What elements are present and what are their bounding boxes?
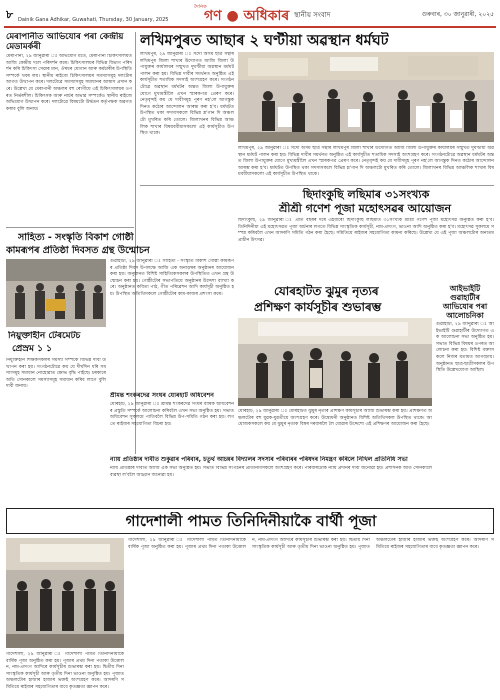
- article-ganesh-body: ছিদাংকুছি, ২৯ জানুৱাৰী ঃ প্ৰতি বছৰৰ দৰে এইবাৰো ছিদাংকুছি লছিমাত ৩১সংখ্যক শ্ৰীশ্ৰী গণেশ পূজা মহোৎসৱ অনুষ্ঠিত কৰা হ'ব। তিনিদিনীয়া এই মহোৎসৱত পূজা অৰ্চনাৰ লগতে বিভিন্ন সাংস্কৃতিক কাৰ্যসূচী, নাম-প্ৰসংগ, ভাওনা আদি অনুষ্ঠিত কৰা হ'ব। মহোৎসৱ সুকলমে সম্পন্ন কৰিবলৈ এখন আদৰণি সমিতি গঠন কৰা হৈছে। সমিতিয়ে ৰাইজৰ সহযোগিতা কামনা কৰিছে। উল্লেখ্য যে এই পূজা অঞ্চলটোৰ অন্যতম প্ৰাচীন উৎসৱ।: [238, 218, 494, 243]
- article-conference-body: যোৰহাট, ২৯ জানুৱাৰী ঃ শ্ৰীমন্ত শংকৰদেৱ সংঘৰ বাৰ্ষিক অধিবেশনৰ প্ৰস্তুতি সম্পৰ্কে আলোচনা কৰিবলৈ এখন সভা অনুষ্ঠিত হয়। সভাত অধিবেশন সুকলমে পাতিবলৈ বিভিন্ন উপ-সমিতি গঠন কৰা হয়। লগতে ৰাইজৰ সহযোগিতা বিচৰা হয়।: [110, 402, 234, 427]
- jhumur-photo-image: [238, 318, 432, 406]
- article-lead-continued: লখিমপুৰ, ২৯ জানুৱাৰী ঃ সদৌ অসম ছাত্ৰ সন্থাৰ লখিমপুৰ জিলা শাখাৰ উদ্যোগত আজি জিলা উপায়ুক্তৰ কাৰ্যালয়ৰ সন্মুখত দুঘণ্টীয়া অৱস্থান ধৰ্মঘট পালন কৰা হয়। বিভিন্ন দাবীৰ সমৰ্থনত অনুষ্ঠিত এই কাৰ্যসূচীত শতাধিক সদস্যই অংশগ্ৰহণ কৰে। সংগঠনটোৱে অৱস্থান ধৰ্মঘটৰ অন্তত জিলা উপায়ুক্তৰ যোগে মুখ্যমন্ত্ৰীলৈ এখন স্মাৰকপত্ৰ প্ৰেৰণ কৰে। নেতৃবৃন্দই কয় যে দাবীসমূহ পূৰণ নহ'লে আগন্তুক দিনত কঠোৰ আন্দোলন আৰম্ভ কৰা হ'ব। ধৰ্মঘটত উপস্থিত থকা সদস্যসকলে বিভিন্ন শ্ল'গান দি অঞ্চলটো মুখৰিত কৰি তোলে। জিলাখনৰ বিভিন্ন আঞ্চলিক শাখাৰ বিষয়ববীয়াসকলো এই কাৰ্যসূচীত উপস্থিত থাকে।: [238, 146, 494, 178]
- headline-jhumur-1: যোৰহাটত ঝুমুৰ নৃত্যৰ: [274, 284, 379, 298]
- divider: [6, 227, 134, 228]
- headline-ganesh-1: ছিদাংকুছি লছিমাৰ ৩১সংখ্যক: [302, 188, 430, 201]
- headline-sahitya-1: সাহিত্য - সংস্কৃতি বিকাশ গোষ্ঠী: [18, 232, 134, 243]
- protest-photo-image: [238, 52, 494, 142]
- book-release-photo-image: [6, 259, 106, 327]
- photo-book-release: [6, 259, 106, 327]
- photo-jhumur: [238, 318, 432, 406]
- headline-ganesh-2: শ্ৰীশ্ৰী গণেশ পূজা মহোৎসৱৰ আয়োজন: [278, 202, 452, 215]
- article-medical-body: মেৰাপানী, ২৯ জানুৱাৰী ঃ অভিযোগ মতে, মেৰাপানী চিকিৎসালয়ত আজি কেন্দ্ৰীয় দলে পৰিদৰ্শন কৰে। চিকিৎসালয়ৰ বিভিন্ন বিভাগ পৰিদৰ্শন কৰি চিকিৎসা সেৱাৰ মান, ঔষধৰ যোগান আৰু কৰ্মচাৰীৰ উপস্থিতি সম্পৰ্কে খবৰ লয়। স্থানীয় ৰাইজে চিকিৎসালয়ৰ সমস্যাসমূহ দলটোৰ আগত উত্থাপন কৰে। দলটোৱে সমস্যাসমূহ সমাধানৰ আশ্বাস প্ৰদান কৰে। উল্লেখ্য যে মেৰাপানী অঞ্চলৰ বহু ৰোগীয়ে এই চিকিৎসালয়ৰ ওপৰত নিৰ্ভৰশীল। চিকিৎসক আৰু নাৰ্চৰ অভাৱ সম্পৰ্কেও স্থানীয় ৰাইজে অভিযোগ উত্থাপন কৰে। দলটোৱে বিষয়টো উৰ্দ্ধতন কৰ্তৃপক্ষক অৱগত কৰাব বুলি জনায়।: [6, 54, 132, 112]
- section-label: স্থানীয় সংবাদ: [294, 11, 331, 19]
- article-sahitya-body: গুৱাহাটী, ২৯ জানুৱাৰী ঃ সাহিত্য - সংস্কৃতি বিকাশ গোষ্ঠী কামৰূপৰ প্ৰতিষ্ঠা দিবস উপলক্ষে আজি এক অনাড়ম্বৰ অনুষ্ঠানৰ আয়োজন কৰা হয়। অনুষ্ঠানত বিশিষ্ট সাহিত্যিকসকলৰ উপস্থিতিত এখন গ্ৰন্থ উন্মোচন কৰা হয়। গোষ্ঠীটোৰ সভাপতিয়ে অনুষ্ঠানৰ উদ্দেশ্য ব্যাখ্যা কৰে। অনুষ্ঠানত কবিতা পাঠ, গীত পৰিৱেশন আদি কাৰ্যসূচী অনুষ্ঠিত হয়। উপস্থিত অতিথিসকলে গোষ্ঠীটোৰ কাম-কাজৰ প্ৰশংসা কৰে।: [110, 259, 234, 297]
- article-niyaktahin-body: নিযুক্তিহীন শিক্ষকসকলৰ সমস্যা সম্পৰ্কে বিভিন্ন দাবী উত্থাপন কৰা হয়। সংগঠনটোৱে কয় যে দীৰ্ঘদিন ধৰি সমস্যাসমূহ সমাধান নোহোৱাত ক্ষোভ বৃদ্ধি পাইছে। চৰকাৰে অতি সোনকালে সমস্যাসমূহ সমাধান কৰিব লাগে বুলি দাবী জনায়।: [6, 358, 106, 390]
- article-ivd-body: গুৱাহাটী, ২৯ জানুৱাৰী ঃ আইভাইটি গুৱাহাটীৰ উদ্যোগত এক আলোচনা সভা অনুষ্ঠিত হয়। সভাত বিভিন্ন বিষয়ৰ ওপৰত আলোচনা কৰা হয়। বিশিষ্ট বক্তাসকলে নিজৰ মতামত আগবঢ়ায়। অনুষ্ঠানত ছাত্ৰ-ছাত্ৰীসকলৰ উপস্থিতি উল্লেখযোগ্য আছিল।: [436, 322, 494, 374]
- article-gadeshali-body: গাদেশালী, ২৯ জানুৱাৰী ঃ গাদেশালী পামত তিনিদিনীয়াকৈ বাৰ্ষিক পূজা অনুষ্ঠিত কৰা হয়। পূজাৰ প্ৰথম দিনা পতাকা উত্তোলন, নাম-প্ৰসংগ আদিৰে কাৰ্যসূচীৰ শুভাৰম্ভ কৰা হয়। দ্বিতীয় দিনা সাংস্কৃতিক কাৰ্যসূচী আৰু তৃতীয় দিনা ভাওনা অনুষ্ঠিত হয়। পূজাত অঞ্চলটোৰ হাজাৰ হাজাৰ ভক্তই অংশগ্ৰহণ কৰে। আদৰণি সমিতিয়ে ৰাইজৰ সহযোগিতাৰ বাবে কৃতজ্ঞতা জ্ঞাপন কৰে।: [128, 538, 494, 550]
- brand-prefix: দৈনিক: [194, 4, 207, 10]
- article-nyay-body: ন্যায় প্ৰতিষ্ঠাৰ দাবীত আজি এক সভা অনুষ্ঠিত হয়। সভাত বিভিন্ন সংগঠনৰ প্ৰতিনিধিসকলে অংশগ্ৰহণ কৰে। পৰিবাৰটোক ন্যায় প্ৰদানৰ দাবী জনোৱা হয়। প্ৰশাসনক অতি সোনকালে ব্যৱস্থা ল'বলৈ আহ্বান জনোৱা হয়।: [110, 466, 432, 478]
- headline-ivd: আইভাইটি গুৱাহাটীৰ আভিযোৰ পৰা আলোচনিকা: [442, 284, 488, 320]
- headline-niyaktahin-2: প্ৰেস্ৰম ১ ১: [12, 344, 52, 354]
- masthead: [4, 4, 496, 28]
- headline-sahitya-2: কামৰূপৰ প্ৰতিষ্ঠা দিবসত গ্ৰন্থ উন্মোচন: [6, 245, 150, 256]
- page-number: ৮: [6, 8, 14, 21]
- headline-conference: শ্ৰীমন্ত শংকৰদেৱ সংঘৰ যোৰহাট অধিবেশন: [110, 392, 214, 399]
- article-gadeshali-extra: গাদেশালী, ২৯ জানুৱাৰী ঃ গাদেশালী পামত তিনিদিনীয়াকৈ বাৰ্ষিক পূজা অনুষ্ঠিত কৰা হয়। পূজাৰ প্ৰথম দিনা পতাকা উত্তোলন, নাম-প্ৰসংগ আদিৰে কাৰ্যসূচীৰ শুভাৰম্ভ কৰা হয়। দ্বিতীয় দিনা সাংস্কৃতিক কাৰ্যসূচী আৰু তৃতীয় দিনা ভাওনা অনুষ্ঠিত হয়। পূজাত অঞ্চলটোৰ হাজাৰ হাজাৰ ভক্তই অংশগ্ৰহণ কৰে। আদৰণি সমিতিয়ে ৰাইজৰ সহযোগিতাৰ বাবে কৃতজ্ঞতা জ্ঞাপন কৰে।: [6, 652, 124, 690]
- headline-niyaktahin-1: নিয়ুক্তাহীন টেৰমেটচ: [8, 331, 81, 341]
- newspaper-page: [4, 4, 496, 696]
- photo-protest: [238, 52, 494, 142]
- divider: [140, 185, 494, 186]
- photo-gadeshali: [6, 538, 124, 648]
- headline-nyay: ন্যায় প্ৰতিষ্ঠাৰ দাবীত শুকুৱাৰ পৰিবাৰ, চতুৰ্থ আচন্নৰ বিদ্যালৰ সদস্যৰ পৰিবাৰৰ পৰিষদৰ নিমন্ত্ৰণ কৰিলে নিখিল প্ৰতিনিধি সভা: [110, 456, 408, 463]
- date-bengali: গুৰুবাৰ, ৩০ জানুৱাৰী, ২০২৫: [421, 11, 494, 18]
- gadeshali-photo-image: [6, 538, 124, 648]
- headline-medical: মেৰাপানীত আভিযোৰ পৰা কেন্দ্ৰীয় মেডামৰ্কৰী: [6, 32, 124, 52]
- brand-logo: গণ ● অধিকাৰ: [204, 8, 290, 24]
- headline-gadeshali: গাদেশালী পামত তিনিদিনীয়াকৈ বাৰ্থী পূজা: [125, 512, 377, 530]
- headline-lead: লখিমপুৰত আছাৰ ২ ঘণ্টীয়া অৱস্থান ধৰ্মঘট: [140, 33, 389, 49]
- edition-line: Dainik Gana Adhikar, Guwahati, Thursday, 30 January, 2025: [18, 17, 169, 23]
- headline-jhumur-2: প্ৰশিক্ষণ কাৰ্যসূচীৰ শুভাৰম্ভ: [254, 300, 382, 314]
- article-jhumur-body: যোৰহাট, ২৯ জানুৱাৰী ঃ যোৰহাটত ঝুমুৰ নৃত্যৰ প্ৰশিক্ষণ কাৰ্যসূচীৰ আজি শুভাৰম্ভ কৰা হয়। প্ৰশিক্ষণত অঞ্চলটোৰ বহু যুৱক-যুৱতীয়ে অংশগ্ৰহণ কৰে। উদ্বোধনী অনুষ্ঠানত বিশিষ্ট অতিথিসকল উপস্থিত থাকে। আয়োজকসকলে কয় যে ঝুমুৰ নৃত্যক বিশ্বৰ দৰবাৰলৈ লৈ যোৱাৰ উদ্দেশ্যে এই প্ৰশিক্ষণৰ আয়োজন কৰা হৈছে।: [238, 409, 432, 428]
- article-lead-body: লখিমপুৰ, ২৯ জানুৱাৰী ঃ সদৌ অসম ছাত্ৰ সন্থাৰ লখিমপুৰ জিলা শাখাৰ উদ্যোগত আজি জিলা উপায়ুক্তৰ কাৰ্যালয়ৰ সন্মুখত দুঘণ্টীয়া অৱস্থান ধৰ্মঘট পালন কৰা হয়। বিভিন্ন দাবীৰ সমৰ্থনত অনুষ্ঠিত এই কাৰ্যসূচীত শতাধিক সদস্যই অংশগ্ৰহণ কৰে। সংগঠনটোৱে অৱস্থান ধৰ্মঘটৰ অন্তত জিলা উপায়ুক্তৰ যোগে মুখ্যমন্ত্ৰীলৈ এখন স্মাৰকপত্ৰ প্ৰেৰণ কৰে। নেতৃবৃন্দই কয় যে দাবীসমূহ পূৰণ নহ'লে আগন্তুক দিনত কঠোৰ আন্দোলন আৰম্ভ কৰা হ'ব। ধৰ্মঘটত উপস্থিত থকা সদস্যসকলে বিভিন্ন শ্ল'গান দি অঞ্চলটো মুখৰিত কৰি তোলে। জিলাখনৰ বিভিন্ন আঞ্চলিক শাখাৰ বিষয়ববীয়াসকলো এই কাৰ্যসূচীত উপস্থিত থাকে।: [140, 52, 234, 137]
